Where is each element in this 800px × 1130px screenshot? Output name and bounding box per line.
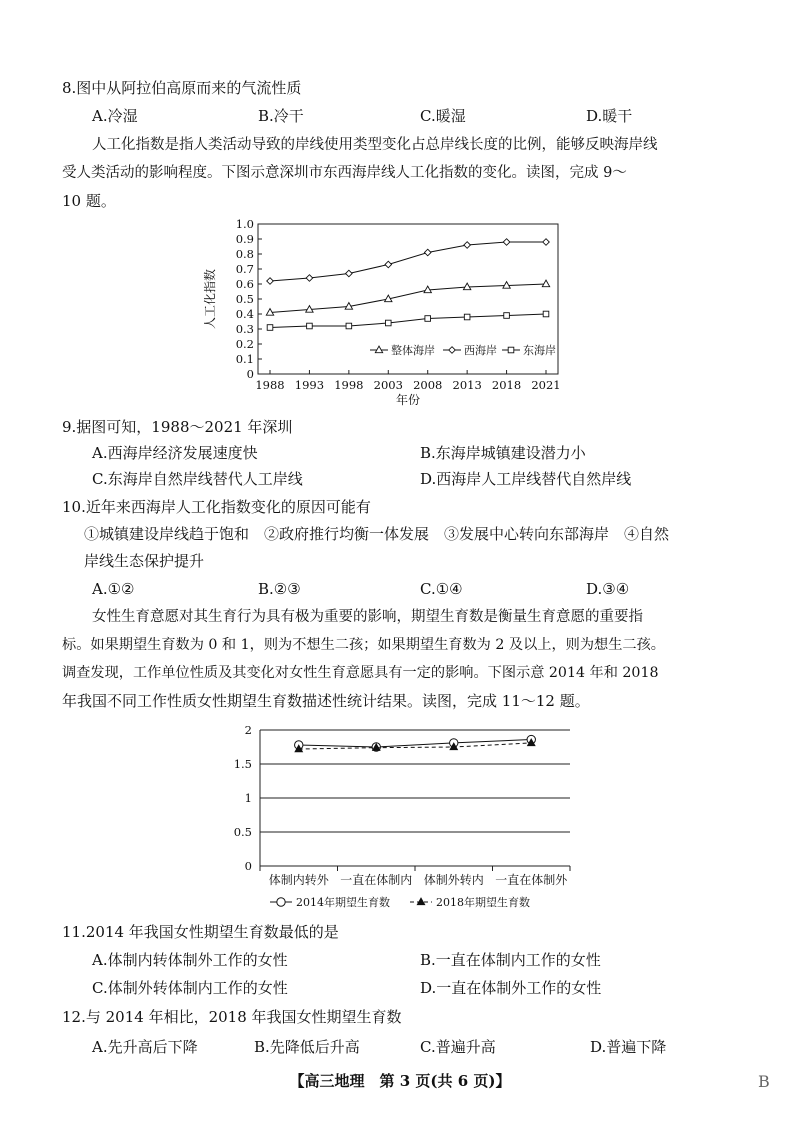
chart1-legend-marker xyxy=(508,347,514,353)
chart1-point-square xyxy=(346,323,352,329)
chart1-xtick-label: 1988 xyxy=(255,378,285,392)
chart1-xtick-label: 1998 xyxy=(334,378,364,392)
chart1-ytick-label: 0.8 xyxy=(235,247,254,261)
q10-option-c: C.①④ xyxy=(420,580,463,598)
chart1-point-diamond xyxy=(346,270,353,277)
q8-option-d: D.暖干 xyxy=(586,107,633,125)
q10-option-d: D.③④ xyxy=(586,580,630,598)
version-mark: B xyxy=(758,1072,770,1091)
chart1-point-diamond xyxy=(543,239,550,246)
chart1-series-line-1 xyxy=(270,242,546,281)
q8-option-a: A.冷湿 xyxy=(92,107,138,125)
chart1-xtick-label: 2003 xyxy=(373,378,403,392)
passage2-line4: 年我国不同工作性质女性期望生育数描述性统计结果。读图，完成 11～12 题。 xyxy=(62,692,590,710)
chart2-ytick-label: 0 xyxy=(244,859,252,873)
q9-option-c: C.东海岸自然岸线替代人工岸线 xyxy=(92,470,303,488)
chart1-point-diamond xyxy=(385,261,392,268)
chart2-category-label: 一直在体制内 xyxy=(340,873,413,887)
q9-option-d: D.西海岸人工岸线替代自然岸线 xyxy=(420,470,632,488)
chart1-point-square xyxy=(267,325,273,331)
chart2-ytick-label: 1.5 xyxy=(233,757,252,771)
chart2-ytick-label: 1 xyxy=(244,791,252,805)
chart1-legend-marker xyxy=(449,347,456,354)
passage1-line2: 受人类活动的影响程度。下图示意深圳市东西海岸线人工化指数的变化。读图，完成 9～ xyxy=(62,165,627,181)
chart1-xtick-label: 2018 xyxy=(491,378,522,392)
q9-option-b: B.东海岸城镇建设潜力小 xyxy=(420,444,586,462)
q11-option-c: C.体制外转体制内工作的女性 xyxy=(92,979,288,997)
q10-stem: 10.近年来西海岸人工化指数变化的原因可能有 xyxy=(62,498,371,516)
chart1-xtick-label: 2021 xyxy=(531,378,561,392)
chart1-legend-label: 东海岸 xyxy=(523,344,556,357)
chart1-ytick-label: 0.1 xyxy=(235,352,254,366)
chart2-category-label: 体制外转内 xyxy=(423,873,484,887)
q8-stem: 8.图中从阿拉伯高原而来的气流性质 xyxy=(62,79,302,97)
q11-stem: 11.2014 年我国女性期望生育数最低的是 xyxy=(62,923,339,941)
coastline-artificialization-chart xyxy=(200,214,580,410)
passage1-line1: 人工化指数是指人类活动导致的岸线使用类型变化占总岸线长度的比例，能够反映海岸线 xyxy=(92,137,658,153)
chart1-ytick-label: 0.4 xyxy=(235,307,254,321)
chart1-xtick-label: 2013 xyxy=(452,378,482,392)
chart1-legend-marker xyxy=(375,346,382,353)
chart1-point-square xyxy=(464,314,470,320)
q12-option-d: D.普遍下降 xyxy=(590,1038,667,1056)
chart2-ytick-label: 0.5 xyxy=(233,825,252,839)
q9-stem: 9.据图可知，1988～2021 年深圳 xyxy=(62,418,293,436)
q8-option-c: C.暖湿 xyxy=(420,107,466,125)
chart1-ytick-label: 0.2 xyxy=(235,337,254,351)
chart1-ytick-label: 1.0 xyxy=(235,217,254,231)
chart1-xlabel: 年份 xyxy=(395,393,421,407)
chart1-point-square xyxy=(425,316,431,322)
q11-option-d: D.一直在体制外工作的女性 xyxy=(420,979,602,997)
passage1-line3: 10 题。 xyxy=(62,192,116,210)
chart1-point-triangle xyxy=(463,283,470,290)
chart1-point-square xyxy=(307,323,313,329)
chart1-ytick-label: 0.3 xyxy=(235,322,254,336)
chart1-ytick-label: 0.5 xyxy=(235,292,254,306)
chart1-ylabel: 人工化指数 xyxy=(203,268,217,330)
chart1-point-diamond xyxy=(424,249,431,256)
q12-option-c: C.普遍升高 xyxy=(420,1038,496,1056)
chart2-ytick-label: 2 xyxy=(244,723,252,737)
chart1-point-diamond xyxy=(464,242,471,249)
chart1-ytick-label: 0 xyxy=(246,367,254,381)
chart1-point-square xyxy=(543,311,549,317)
q12-stem: 12.与 2014 年相比，2018 年我国女性期望生育数 xyxy=(62,1008,402,1026)
chart1-point-diamond xyxy=(503,239,510,246)
q10-items-line2: 岸线生态保护提升 xyxy=(84,552,205,570)
chart2-legend-label: 2014年期望生育数 xyxy=(296,896,390,909)
chart2-legend-label: 2018年期望生育数 xyxy=(436,896,530,909)
chart1-point-triangle xyxy=(503,282,510,289)
chart2-legend-marker xyxy=(277,898,285,906)
chart2-legend-marker xyxy=(417,898,424,905)
passage2-line3: 调查发现，工作单位性质及其变化对女性生育意愿具有一定的影响。下图示意 2014 年和 2018 xyxy=(62,665,659,681)
chart1-legend-label: 整体海岸 xyxy=(391,344,435,357)
passage2-line2: 标。如果期望生育数为 0 和 1，则为不想生二孩；如果期望生育数为 2 及以上，则为想生二孩。 xyxy=(62,637,665,653)
chart1-point-square xyxy=(385,320,391,326)
chart2-category-label: 体制内转外 xyxy=(268,873,329,887)
q9-option-a: A.西海岸经济发展速度快 xyxy=(92,444,258,462)
fertility-expectation-chart xyxy=(220,720,600,916)
q10-option-a: A.①② xyxy=(92,580,135,598)
chart1-point-diamond xyxy=(306,275,313,282)
q8-option-b: B.冷干 xyxy=(258,107,304,125)
chart1-point-diamond xyxy=(267,278,274,285)
chart1-ytick-label: 0.6 xyxy=(235,277,254,291)
q12-option-a: A.先升高后下降 xyxy=(92,1038,198,1056)
passage2-line1: 女性生育意愿对其生育行为具有极为重要的影响，期望生育数是衡量生育意愿的重要指 xyxy=(92,609,643,625)
chart1-legend-label: 西海岸 xyxy=(464,344,497,357)
chart1-xtick-label: 2008 xyxy=(413,378,443,392)
chart1-point-triangle xyxy=(542,280,549,287)
q11-option-a: A.体制内转体制外工作的女性 xyxy=(92,951,288,969)
chart2-series-line-0 xyxy=(299,740,532,747)
q10-items-line1: ①城镇建设岸线趋于饱和 ②政府推行均衡一体发展 ③发展中心转向东部海岸 ④自然 xyxy=(84,525,670,543)
q11-option-b: B.一直在体制内工作的女性 xyxy=(420,951,601,969)
page-footer: 【高三地理 第 3 页(共 6 页)】 xyxy=(289,1072,511,1090)
chart2-category-label: 一直在体制外 xyxy=(495,873,568,887)
chart1-xtick-label: 1993 xyxy=(294,378,325,392)
chart1-ytick-label: 0.9 xyxy=(235,232,254,246)
q10-option-b: B.②③ xyxy=(258,580,301,598)
chart1-point-square xyxy=(504,313,510,319)
chart1-ytick-label: 0.7 xyxy=(235,262,254,276)
q12-option-b: B.先降低后升高 xyxy=(254,1038,360,1056)
